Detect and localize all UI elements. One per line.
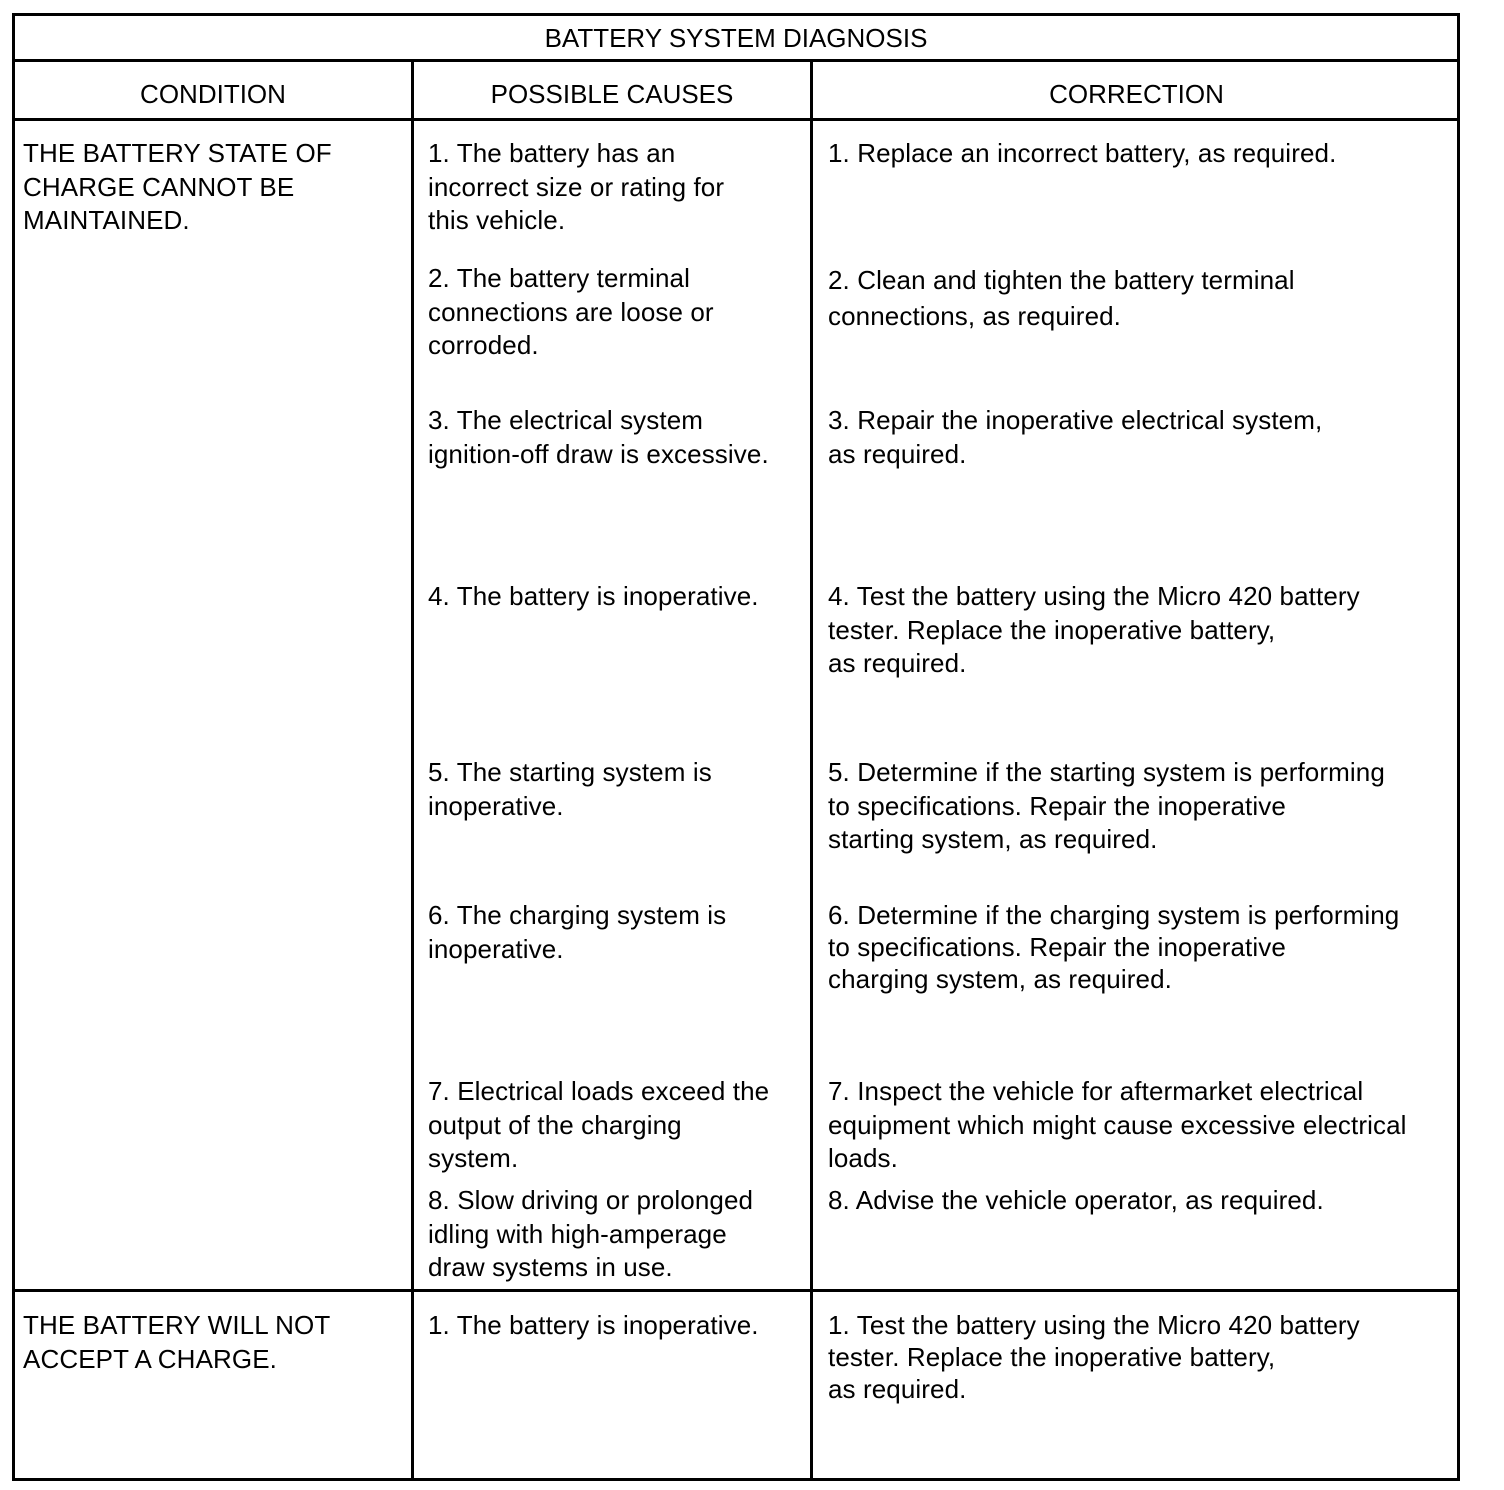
cause-line: inoperative.: [428, 790, 564, 821]
correction-cell-1-3: [828, 404, 1322, 471]
cause-line: 1. The battery has an: [428, 138, 676, 168]
cause-cell-1-3: [428, 404, 769, 471]
correction-line: loads.: [828, 1143, 898, 1173]
correction-line: 4. Test the battery using the Micro 420 battery: [828, 581, 1360, 611]
correction-line: tester. Replace the inoperative battery,: [828, 614, 1276, 645]
battery-diagnosis-table: [12, 13, 1460, 1481]
correction-line: as required.: [828, 648, 967, 678]
column-divider-1: [411, 59, 414, 1478]
correction-cell-2-1: [828, 1309, 1360, 1405]
cause-line: 3. The electrical system: [428, 405, 704, 435]
cause-line: 2. The battery terminal: [428, 263, 690, 293]
correction-cell-1-1: [828, 137, 1336, 171]
correction-cell-1-5: [828, 756, 1385, 857]
correction-line: tester. Replace the inoperative battery,: [828, 1342, 1276, 1372]
correction-cell-1-7: [828, 1075, 1407, 1176]
correction-line: equipment which might cause excessive electrical: [828, 1109, 1407, 1140]
correction-line: 1. Replace an incorrect battery, as required.: [828, 138, 1337, 168]
correction-line: 5. Determine if the starting system is performing: [828, 757, 1385, 787]
condition-line: THE BATTERY WILL NOT: [23, 1310, 331, 1340]
correction-line: 1. Test the battery using the Micro 420 battery: [828, 1310, 1360, 1340]
cause-line: 6. The charging system is: [428, 900, 727, 930]
correction-cell-1-4: [828, 580, 1360, 681]
cause-cell-1-5: [428, 756, 712, 823]
correction-line: 7. Inspect the vehicle for aftermarket electrical: [828, 1076, 1364, 1106]
cause-line: this vehicle.: [428, 205, 566, 235]
cause-cell-1-1: [428, 137, 724, 238]
cause-line: draw systems in use.: [428, 1252, 673, 1282]
correction-line: 2. Clean and tighten the battery terminal: [828, 265, 1295, 295]
condition-line: CHARGE CANNOT BE: [23, 171, 295, 202]
correction-line: to specifications. Repair the inoperative: [828, 790, 1286, 821]
correction-line: 3. Repair the inoperative electrical system,: [828, 405, 1323, 435]
cause-cell-1-8: [428, 1184, 753, 1285]
cause-cell-1-6: [428, 899, 726, 966]
correction-line: 6. Determine if the charging system is performing: [828, 900, 1400, 930]
correction-line: 8. Advise the vehicle operator, as required.: [828, 1185, 1324, 1215]
correction-line: to specifications. Repair the inoperative: [828, 932, 1286, 962]
condition-cell-1: [23, 137, 332, 238]
cause-line: idling with high-amperage: [428, 1218, 727, 1249]
row-divider: [15, 1289, 1457, 1292]
cause-line: corroded.: [428, 330, 539, 360]
cause-cell-1-4: [428, 580, 759, 614]
cause-line: 4. The battery is inoperative.: [428, 581, 759, 611]
correction-line: connections, as required.: [828, 301, 1122, 331]
correction-cell-1-2: [828, 262, 1295, 334]
condition-line: ACCEPT A CHARGE.: [23, 1343, 277, 1374]
correction-cell-1-6: [828, 899, 1399, 995]
cause-line: system.: [428, 1143, 519, 1173]
cause-line: 8. Slow driving or prolonged: [428, 1185, 754, 1215]
cause-line: ignition-off draw is excessive.: [428, 438, 769, 469]
cause-cell-1-2: [428, 262, 714, 363]
table-title: BATTERY SYSTEM DIAGNOSIS: [544, 23, 928, 53]
correction-line: starting system, as required.: [828, 824, 1158, 854]
cause-line: output of the charging: [428, 1109, 682, 1140]
correction-line: as required.: [828, 1374, 967, 1404]
condition-line: THE BATTERY STATE OF: [23, 138, 332, 168]
cause-line: 7. Electrical loads exceed the: [428, 1076, 770, 1106]
header-correction: CORRECTION: [1049, 79, 1224, 109]
cause-line: incorrect size or rating for: [428, 171, 725, 202]
cause-line: 5. The starting system is: [428, 757, 712, 787]
correction-line: as required.: [828, 438, 967, 469]
header-possible-causes: POSSIBLE CAUSES: [490, 79, 734, 109]
cause-line: connections are loose or: [428, 296, 714, 327]
cause-cell-2-1: [428, 1309, 759, 1343]
column-divider-2: [810, 59, 813, 1478]
header-condition: CONDITION: [140, 79, 286, 109]
cause-cell-1-7: [428, 1075, 769, 1176]
cause-line: 1. The battery is inoperative.: [428, 1310, 759, 1340]
condition-cell-2: [23, 1309, 330, 1376]
cause-line: inoperative.: [428, 933, 564, 964]
correction-line: charging system, as required.: [828, 964, 1172, 994]
correction-cell-1-8: [828, 1184, 1324, 1218]
condition-line: MAINTAINED.: [23, 205, 190, 235]
